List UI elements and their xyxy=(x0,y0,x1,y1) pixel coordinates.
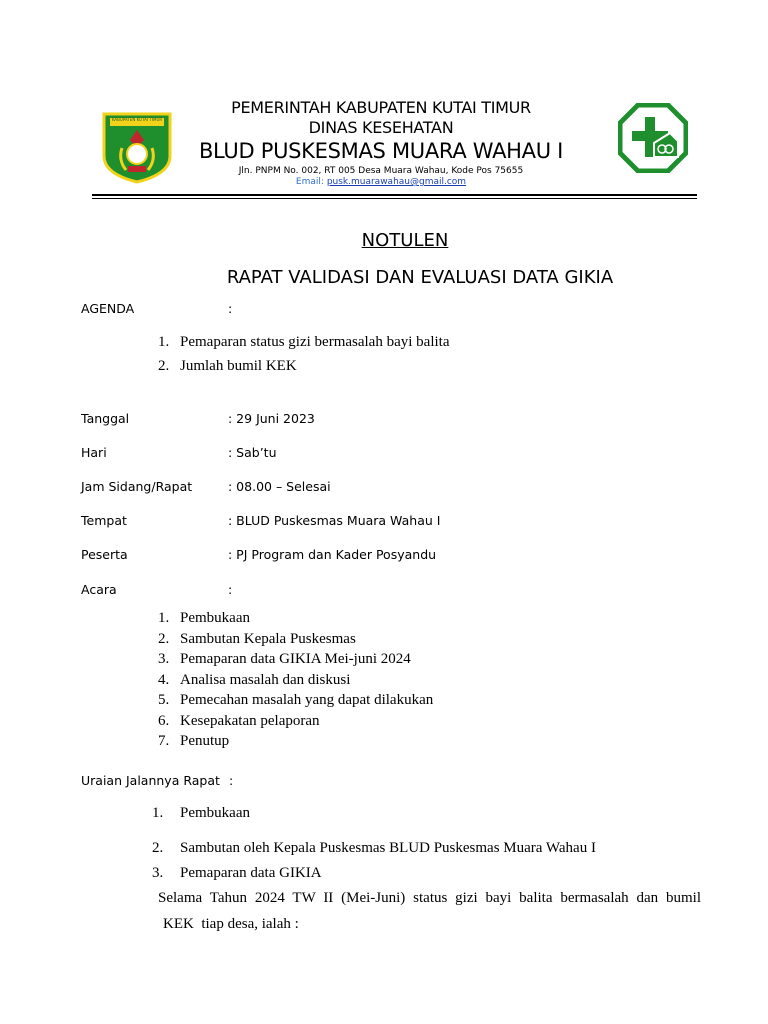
header-email-line xyxy=(0,177,765,187)
email-label: Email: xyxy=(295,177,324,187)
document-subtitle: RAPAT VALIDASI DAN EVALUASI DATA GIKIA xyxy=(226,267,614,288)
detail-row-jam xyxy=(81,479,331,494)
header-department: DINAS KESEHATAN xyxy=(308,118,454,137)
header-divider xyxy=(92,194,697,196)
detail-value: : 08.00 – Selesai xyxy=(228,479,331,494)
detail-label: Jam Sidang/Rapat xyxy=(81,479,193,494)
detail-label: Peserta xyxy=(81,547,128,562)
uraian-paragraph-line2: KEK tiap desa, ialah : xyxy=(163,916,299,932)
detail-value: : Sab’tu xyxy=(228,445,277,460)
left-logo-text: KABUPATEN KUTAI TIMUR xyxy=(111,117,163,122)
detail-label: Tanggal xyxy=(81,411,130,426)
document-title: NOTULEN xyxy=(361,230,449,251)
header-address: Jln. PNPM No. 002, RT 005 Desa Muara Wahau, Kode Pos 75655 xyxy=(238,166,524,176)
acara-label-row xyxy=(81,582,233,597)
detail-label: Hari xyxy=(81,445,107,460)
header-institution: BLUD PUSKESMAS MUARA WAHAU I xyxy=(198,139,564,163)
detail-value: : PJ Program dan Kader Posyandu xyxy=(228,547,437,562)
uraian-label-row xyxy=(81,773,234,788)
acara-label: Acara xyxy=(81,582,117,597)
acara-colon: : xyxy=(228,582,233,597)
detail-value: : BLUD Puskesmas Muara Wahau I xyxy=(228,513,441,528)
detail-label: Tempat xyxy=(81,513,127,528)
agenda-label: AGENDA xyxy=(81,301,135,316)
agenda-colon: : xyxy=(228,301,233,316)
header-government: PEMERINTAH KABUPATEN KUTAI TIMUR xyxy=(231,98,531,117)
detail-row-hari xyxy=(81,445,277,460)
detail-row-tempat xyxy=(81,513,441,528)
detail-row-tanggal xyxy=(81,411,315,426)
uraian-label: Uraian Jalannya Rapat xyxy=(81,773,220,788)
detail-value: : 29 Juni 2023 xyxy=(228,411,315,426)
detail-row-peserta xyxy=(81,547,437,562)
header-divider-thin xyxy=(92,198,697,199)
uraian-colon: : xyxy=(229,773,234,788)
agenda-label-row xyxy=(81,301,233,316)
uraian-paragraph-line1: Selama Tahun 2024 TW II (Mei-Juni) status gizi bayi balita bermasalah dan bumil xyxy=(158,890,701,906)
email-link[interactable]: pusk.muarawahau@gmail.com xyxy=(326,177,467,187)
